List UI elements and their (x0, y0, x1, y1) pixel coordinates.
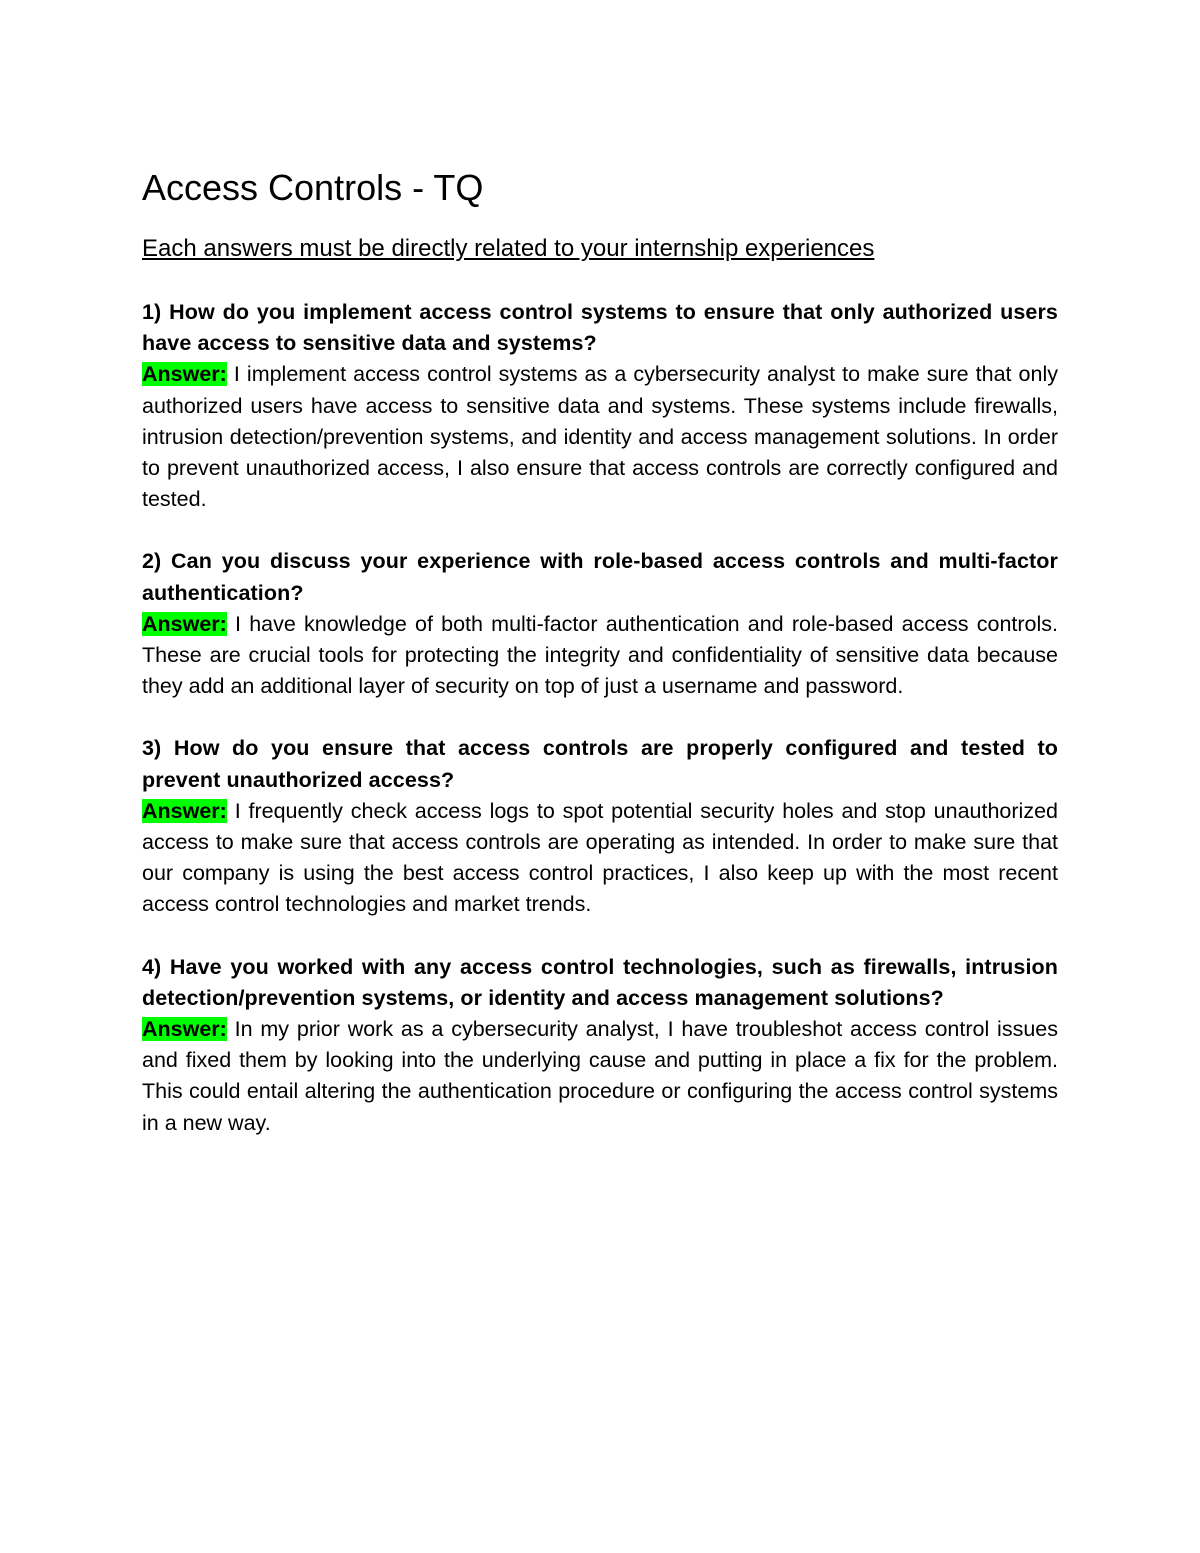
qa-item-1 (142, 297, 1058, 515)
qa-item-4 (142, 952, 1058, 1139)
answer-label-4: Answer: (142, 1017, 227, 1042)
question-1: 1) How do you implement access control systems to ensure that only authorized users have access to sensitive data and systems? (142, 300, 1058, 356)
document-page (142, 166, 1058, 1170)
answer-text-4: In my prior work as a cybersecurity analyst, I have troubleshot access control issues and fixed them by looking into the underlying cause and putting in place a fix for the problem. This could entail altering the authentication procedure or configuring the access control systems in a new way. (142, 1017, 1058, 1135)
answer-text-1: I implement access control systems as a cybersecurity analyst to make sure that only authorized users have access to sensitive data and systems. These systems include firewalls, intrusion detection/prevention systems, and identity and access management solutions. In order to prevent unauthorized access, I also ensure that access controls are correctly configured and tested. (142, 362, 1059, 512)
answer-label-3: Answer: (142, 798, 227, 823)
answer-4 (142, 1014, 1058, 1139)
answer-label-2: Answer: (142, 611, 227, 636)
qa-item-3 (142, 733, 1058, 920)
question-2: 2) Can you discuss your experience with role-based access controls and multi-factor authentication? (142, 549, 1058, 605)
answer-1 (142, 359, 1058, 515)
answer-text-2: I have knowledge of both multi-factor authentication and role-based access controls. These are crucial tools for protecting the integrity and confidentiality of sensitive data because they add an additional layer of security on top of just a username and password. (142, 611, 1058, 699)
answer-text-3: I frequently check access logs to spot potential security holes and stop unauthorized access to make sure that access controls are operating as intended. In order to make sure that our company is using the best access control practices, I also keep up with the most recent access control technologies and market trends. (142, 798, 1058, 917)
answer-3 (142, 796, 1058, 921)
question-4: 4) Have you worked with any access control technologies, such as firewalls, intrusion detection/prevention systems, or identity and access management solutions? (142, 954, 1058, 1010)
answer-2 (142, 609, 1058, 703)
question-3: 3) How do you ensure that access controls are properly configured and tested to prevent unauthorized access? (142, 736, 1058, 792)
document-title: Access Controls - TQ (142, 167, 484, 208)
document-subtitle: Each answers must be directly related to your internship experiences (142, 235, 875, 262)
answer-label-1: Answer: (142, 362, 227, 387)
qa-item-2 (142, 546, 1058, 702)
